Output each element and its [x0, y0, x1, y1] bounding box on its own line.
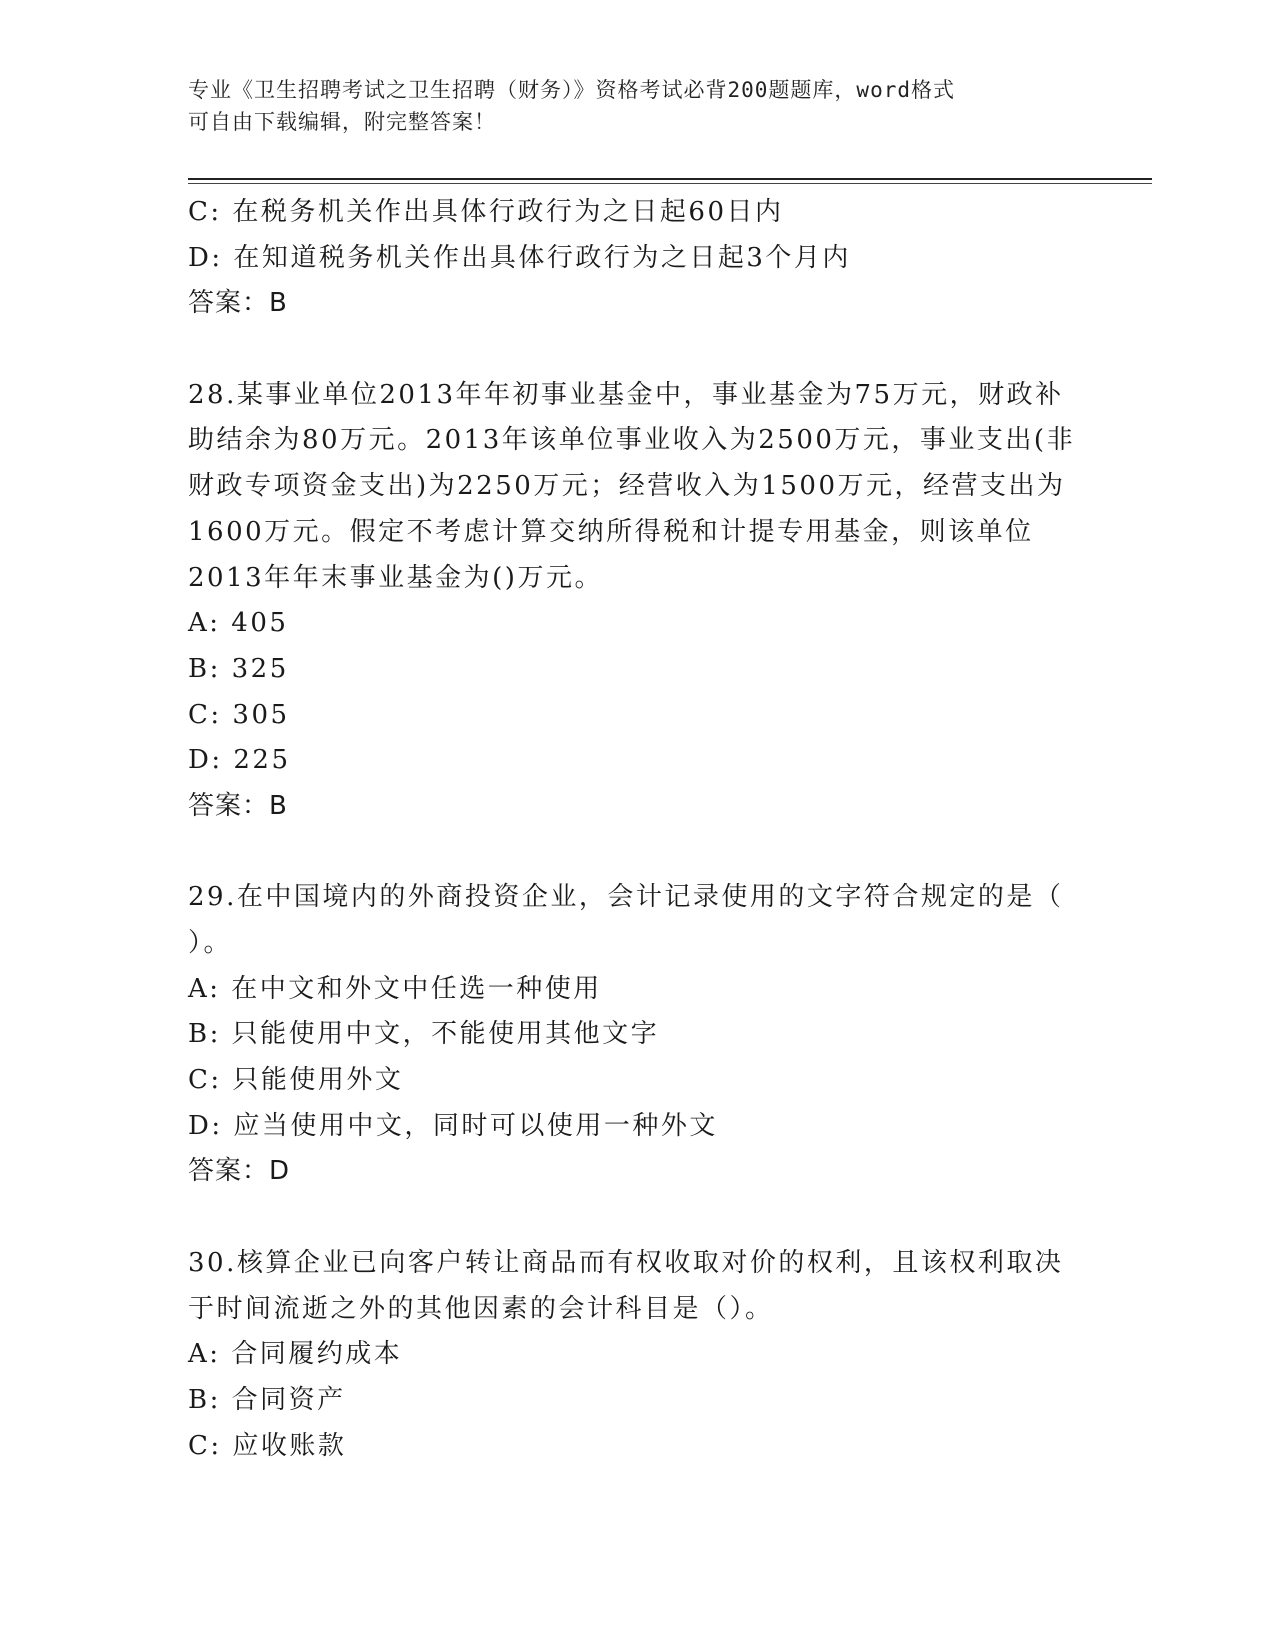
option-b: B: 325: [188, 653, 289, 684]
option-d: D: 225: [188, 745, 291, 776]
question-text-line: 28.某事业单位2013年年初事业基金中，事业基金为75万元，财政补: [188, 379, 1064, 410]
question-27-continuation: [188, 190, 1088, 327]
option-c: C: 在税务机关作出具体行政行为之日起60日内: [188, 197, 784, 227]
answer-line: 答案：D: [188, 1156, 291, 1187]
option-d: D: 在知道税务机关作出具体行政行为之日起3个月内: [188, 242, 851, 273]
question-text-line: 于时间流逝之外的其他因素的会计科目是（）。: [188, 1293, 774, 1324]
question-text-line: 30.核算企业已向客户转让商品而有权收取对价的权利，且该权利取决: [188, 1247, 1064, 1278]
option-c: C: 应收账款: [188, 1430, 347, 1461]
option-a: A: 405: [188, 608, 289, 639]
option-d: D: 应当使用中文，同时可以使用一种外文: [188, 1110, 718, 1141]
option-b: B: 只能使用中文，不能使用其他文字: [188, 1019, 660, 1050]
question-text-line: ）。: [188, 928, 233, 958]
header-divider-thin: [188, 183, 1152, 184]
option-c: C: 305: [188, 699, 290, 730]
question-28: [188, 373, 1088, 830]
question-list: [188, 190, 1088, 1469]
answer-line: 答案：B: [188, 288, 288, 319]
question-text-line: 助结余为80万元。2013年该单位事业收入为2500万元，事业支出(非: [188, 425, 1076, 456]
question-text-line: 财政专项资金支出)为2250万元；经营收入为1500万元，经营支出为: [188, 471, 1066, 502]
option-a: A: 合同履约成本: [188, 1339, 403, 1370]
header-title-line-2: 可自由下载编辑，附完整答案！: [188, 110, 496, 134]
option-c: C: 只能使用外文: [188, 1065, 404, 1096]
option-b: B: 合同资产: [188, 1384, 346, 1415]
answer-line: 答案：B: [188, 790, 288, 821]
question-29: [188, 875, 1088, 1195]
question-spacer: [188, 327, 1088, 373]
question-30: [188, 1241, 1088, 1469]
question-text-line: 2013年年末事业基金为()万元。: [188, 562, 603, 593]
question-text-line: 29.在中国境内的外商投资企业，会计记录使用的文字符合规定的是（: [188, 882, 1064, 913]
header-divider-thick: [188, 178, 1152, 180]
document-header: [188, 74, 1088, 138]
question-spacer: [188, 1195, 1088, 1241]
header-title-line-1: 专业《卫生招聘考试之卫生招聘（财务）》资格考试必背200题题库，word格式: [188, 78, 955, 102]
option-a: A: 在中文和外文中任选一种使用: [188, 973, 602, 1004]
question-spacer: [188, 830, 1088, 876]
question-text-line: 1600万元。假定不考虑计算交纳所得税和计提专用基金，则该单位: [188, 516, 1034, 547]
